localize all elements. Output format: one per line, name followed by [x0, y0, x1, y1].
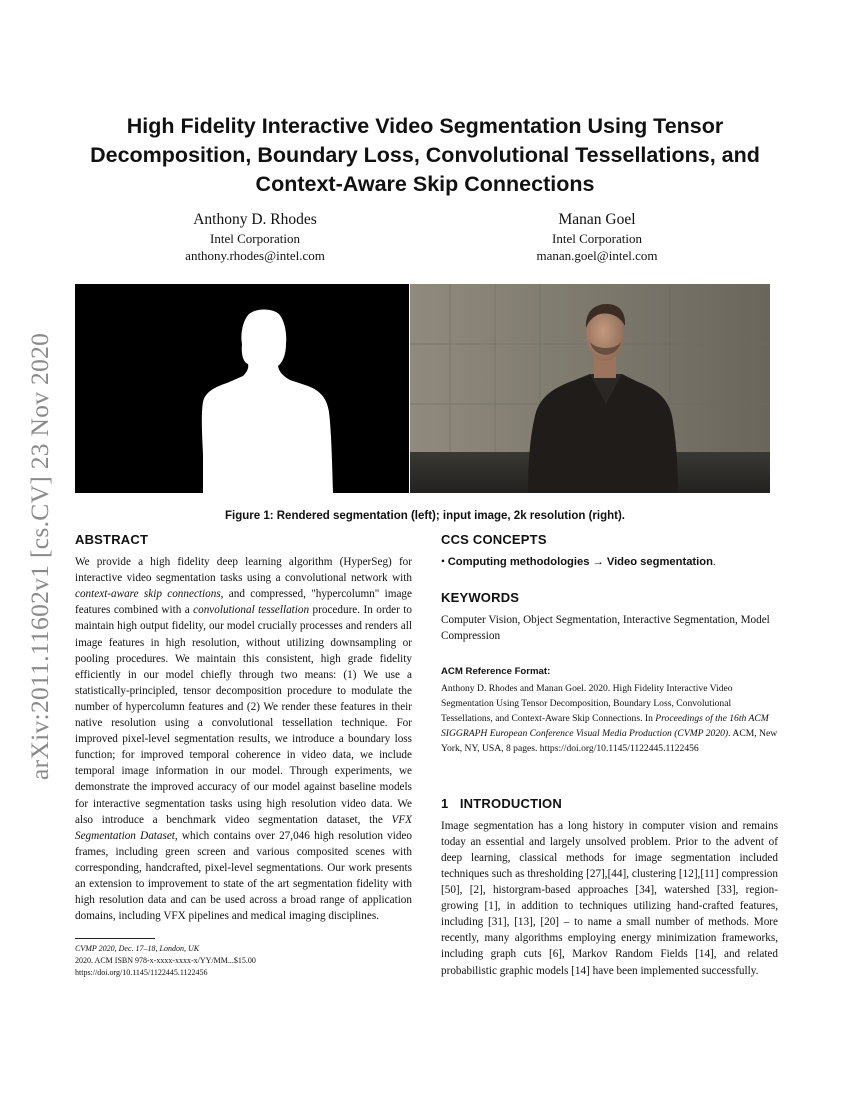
segmentation-mask-svg [75, 284, 409, 493]
left-column [75, 532, 412, 979]
keywords-text: Computer Vision, Object Segmentation, Interactive Segmentation, Model Compression [441, 614, 770, 643]
footnote-conference: CVMP 2020, Dec. 17–18, London, UK [75, 944, 200, 954]
author-affiliation: Intel Corporation [210, 231, 300, 246]
figure-caption: Figure 1: Rendered segmentation (left); input image, 2k resolution (right). [225, 510, 625, 522]
footnote-doi: https://doi.org/10.1145/1122445.1122456 [75, 968, 208, 978]
footnote-rule [75, 938, 155, 939]
paper-title: High Fidelity Interactive Video Segmentation Using Tensor Decomposition, Boundary Loss, Convolutional Tessellations, and Context-Aware Skip Connections [90, 114, 760, 196]
reference-format-heading: ACM Reference Format: [441, 666, 551, 678]
ccs-item: • Computing methodologies → Video segmentation. [441, 556, 716, 569]
author-name: Manan Goel [558, 211, 636, 228]
input-photo-svg [410, 284, 770, 493]
footnote-isbn: 2020. ACM ISBN 978-x-xxxx-xxxx-x/YY/MM...$15.00 [75, 956, 256, 966]
author-block-2 [467, 210, 727, 264]
segmentation-mask-image [75, 284, 409, 493]
introduction-body: Image segmentation has a long history in computer vision and remains today an essential and largely unsolved problem. Prior to the advent of deep learning, classical methods for image segmentation included techniques such as thresholding [27],[44], clustering [12],[11] compression [50], [2], historgram-based approaches [34], watershed [33], region-growing [1], in addition to techniques utilizing hand-crafted features, including [31], [13], [20] – to name a small number of methods. More recently, many algorithms employing energy minimization frameworks, including graph cuts [6], Markov Random Fields [14], and related probabilistic graphic models [14] have been implemented successfully. [441, 819, 778, 977]
arxiv-stamp: arXiv:2011.11602v1 [cs.CV] 23 Nov 2020 [25, 332, 54, 780]
author-email: anthony.rhodes@intel.com [185, 248, 325, 263]
ccs-heading: CCS CONCEPTS [441, 532, 547, 547]
footnote [75, 943, 412, 979]
abstract-body: We provide a high fidelity deep learning algorithm (HyperSeg) for interactive video segmentation tasks using a convolutional network with context-aware skip connections, and compressed, "hypercolumn" image features combined with a convolutional tessellation procedure. In order to maintain high output fidelity, our model crucially processes and renders all image features in high resolution, without utilizing downsampling or pooling procedures. We maintain this consistent, high grade fidelity efficiently in our model chiefly through two means: (1) We use a statistically-principled, tensor decomposition procedure to modulate the number of hypercolumn features and (2) We render these features in their native resolution using a convolutional tessellation technique. For improved pixel-level segmentation results, we introduce a boundary loss function; for improved temporal coherence in video data, we include temporal image information in our model. Through experiments, we demonstrate the improved accuracy of our model against baseline models for interactive segmentation tasks using high resolution video data. We also introduce a benchmark video segmentation dataset, the VFX Segmentation Dataset, which contains over 27,046 high resolution video frames, including green screen and various composited scenes with corresponding, handcrafted, pixel-level segmentations. Our work presents an extension to improvement to state of the art segmentation fidelity with high resolution data and can be used across a broad range of application domains, including VFX pipelines and medical imaging disciplines. [75, 556, 413, 923]
introduction-heading: 1 INTRODUCTION [441, 795, 562, 811]
input-photo-image [410, 284, 770, 493]
reference-format-text: Anthony D. Rhodes and Manan Goel. 2020. High Fidelity Interactive Video Segmentation Using Tensor Decomposition, Boundary Loss, Convolutional Tessellations, and Context-Aware Skip Connections. In Proceedings of the 16th ACM SIGGRAPH European Conference Visual Media Production (CVMP 2020). ACM, New York, NY, USA, 8 pages. https://doi.org/10.1145/1122445.1122456 [441, 682, 778, 754]
author-name: Anthony D. Rhodes [193, 211, 317, 228]
right-column [441, 532, 778, 979]
author-affiliation: Intel Corporation [552, 231, 642, 246]
author-email: manan.goel@intel.com [536, 248, 658, 263]
keywords-heading: KEYWORDS [441, 590, 520, 606]
author-block-1 [125, 210, 385, 264]
abstract-heading: ABSTRACT [75, 532, 149, 547]
